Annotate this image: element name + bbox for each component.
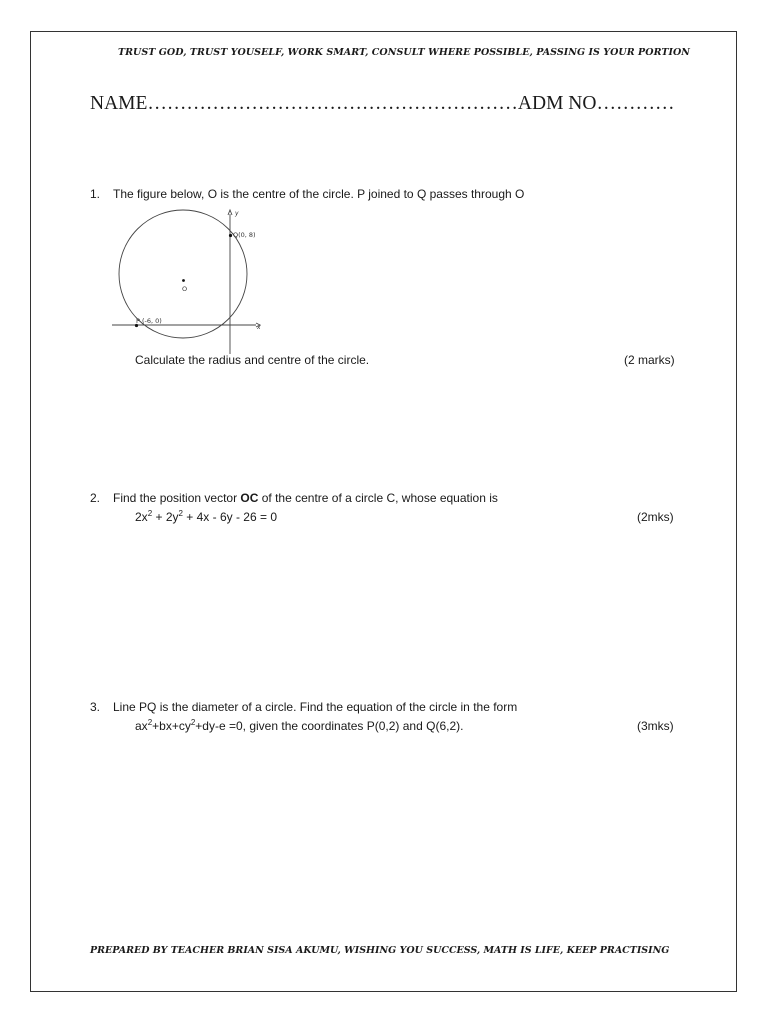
question-marks: (3mks) bbox=[637, 719, 674, 733]
question-text: Line PQ is the diameter of a circle. Find the equation of the circle in the form bbox=[113, 700, 518, 714]
question-instruction: Calculate the radius and centre of the circle. bbox=[135, 353, 370, 367]
equation-part: + 4x - 6y - 26 = 0 bbox=[182, 510, 278, 524]
header-motto: TRUST GOD, TRUST YOUSELF, WORK SMART, CONSULT WHERE POSSIBLE, PASSING IS YOUR PORTION bbox=[117, 47, 691, 58]
circle-equation-form bbox=[135, 719, 463, 733]
equation-exponent: 2 bbox=[147, 509, 153, 518]
question-marks: (2mks) bbox=[637, 510, 674, 524]
point-q-label: Q(0, 8) bbox=[233, 231, 256, 239]
question-2 bbox=[90, 491, 680, 531]
question-number: 2. bbox=[90, 491, 101, 505]
name-blank: ………………………………………………… bbox=[147, 93, 518, 114]
adm-label: ADM NO bbox=[517, 93, 597, 114]
question-marks: (2 marks) bbox=[624, 353, 675, 367]
name-label: NAME bbox=[90, 93, 148, 114]
question-text-part: of the centre of a circle C, whose equation is bbox=[258, 491, 498, 505]
question-text: The figure below, O is the centre of the circle. P joined to Q passes through O bbox=[113, 187, 525, 201]
equation-exponent: 2 bbox=[147, 718, 153, 727]
equation-exponent: 2 bbox=[178, 509, 183, 518]
footer-note: PREPARED BY TEACHER BRIAN SISA AKUMU, WISHING YOU SUCCESS, MATH IS LIFE, KEEP PRACTISING bbox=[90, 945, 670, 956]
vector-oc: OC bbox=[240, 491, 259, 505]
question-number: 3. bbox=[90, 700, 101, 714]
name-adm-line bbox=[90, 93, 680, 115]
equation-part: 2x bbox=[135, 510, 148, 524]
equation-part: ax bbox=[135, 719, 148, 733]
point-p-label: P (-6, 0) bbox=[136, 317, 162, 325]
circle-equation bbox=[135, 510, 277, 524]
question-text-part: Find the position vector bbox=[113, 491, 241, 505]
circle-figure bbox=[112, 206, 268, 354]
adm-blank: ………… bbox=[596, 93, 675, 114]
centre-label: O bbox=[182, 285, 188, 293]
x-axis-label: x bbox=[257, 324, 261, 331]
y-axis-label: y bbox=[235, 210, 239, 217]
equation-exponent: 2 bbox=[190, 718, 196, 727]
equation-part: + 2y bbox=[152, 510, 179, 524]
question-number: 1. bbox=[90, 187, 101, 201]
question-3 bbox=[90, 700, 680, 740]
point-q-marker bbox=[229, 234, 232, 237]
question-text bbox=[113, 491, 498, 505]
centre-marker bbox=[182, 279, 185, 282]
equation-part: +bx+cy bbox=[152, 719, 191, 733]
equation-part: +dy-e =0, given the coordinates P(0,2) and Q(6,2). bbox=[195, 719, 464, 733]
